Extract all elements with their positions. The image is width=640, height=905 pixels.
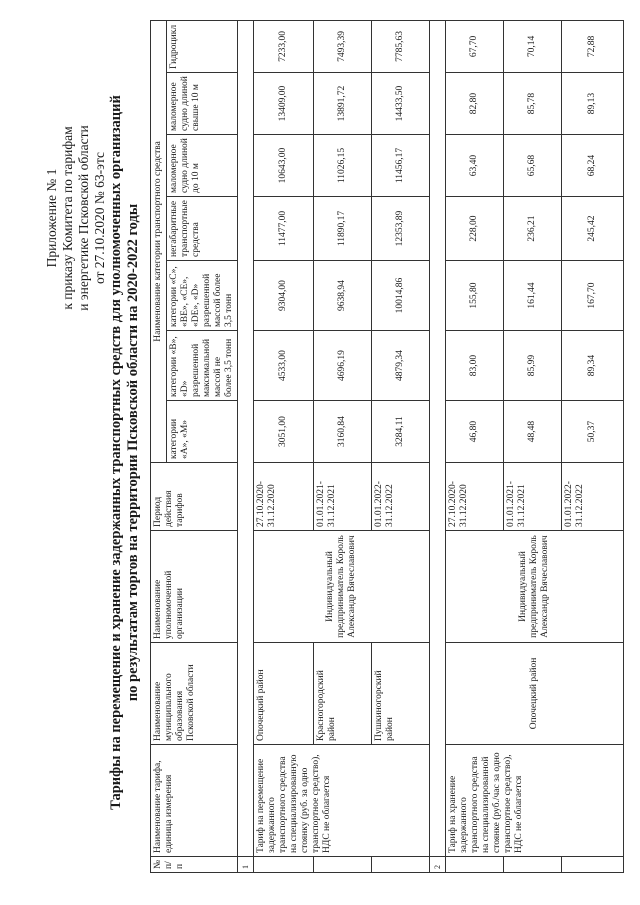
col-header-period: Период действия тарифов <box>151 463 238 531</box>
appendix-committee-line: и энергетике Псковской области <box>76 125 91 311</box>
s1r2-hovercraft: 7493,39 <box>314 20 372 72</box>
section-2-period-3: 01.01.2022-31.12.2022 <box>562 463 624 531</box>
section-1-organization: Индивидуальный предприниматель Король Александр Вячеславович <box>254 531 430 643</box>
s1r3-small-under-10: 11456,17 <box>372 135 430 197</box>
s2r1-oversize: 228,00 <box>446 197 504 261</box>
s2r3-small-under-10: 68,24 <box>562 135 624 197</box>
col-header-organization: Наименование уполномоченной организации <box>151 531 238 643</box>
section-2-tariff-name: Тариф на хранение задержанного транспортного средства на специализированной стоянке (руб./час за одно транспортное средство), НДС не облагается <box>446 745 624 857</box>
s2r3-small-over-10: 89,13 <box>562 73 624 135</box>
section-1-number: 1 <box>238 857 254 873</box>
col-header-cat-c-heavy: категории «С», «ВЕ», «СЕ», «DЕ», «D» разрешенной массой более 3,5 тонн <box>167 261 238 331</box>
section-2-organization: Индивидуальный предприниматель Король Александр Вячеславович <box>446 531 624 643</box>
s1r2-cat-c-heavy: 9638,94 <box>314 261 372 331</box>
s2r2-cat-c-heavy: 161,44 <box>504 261 562 331</box>
section-1-tariff-name: Тариф на перемещение задержанного транспортного средства на специализированную стоянку (руб. за одно транспортное средство), НДС не облагается <box>254 745 430 857</box>
section-2-number-row <box>430 20 446 872</box>
s1r3-small-over-10: 14433,50 <box>372 73 430 135</box>
s2r2-cat-am: 48,48 <box>504 401 562 463</box>
section-2-period-1: 27.10.2020-31.12.2020 <box>446 463 504 531</box>
section-2-period-2: 01.01.2021-31.12.2021 <box>504 463 562 531</box>
appendix-number: Приложение № 1 <box>44 168 59 268</box>
col-header-small-boat-over-10: маломерное судно длиной свыше 10 м <box>167 73 238 135</box>
section-2-number: 2 <box>430 857 446 873</box>
section-1-municipality-1: Опочецкий район <box>254 643 314 745</box>
col-header-cat-bd: категории «В», «D» разрешенной максимальной массой не более 3,5 тонн <box>167 331 238 401</box>
s2r1-cat-bd: 83,00 <box>446 331 504 401</box>
s1r1-hovercraft: 7233,00 <box>254 20 314 72</box>
s2r2-small-over-10: 85,78 <box>504 73 562 135</box>
table-row <box>254 20 314 872</box>
section-1-period-2: 01.01.2021-31.12.2021 <box>314 463 372 531</box>
s1r1-cat-c-heavy: 9304,00 <box>254 261 314 331</box>
s1r3-cat-c-heavy: 10014,86 <box>372 261 430 331</box>
appendix-date-line: от 27.10.2020 № 63-этс <box>92 151 107 285</box>
table-row <box>446 20 504 872</box>
section-1-municipality-2: Красногородский район <box>314 643 372 745</box>
s2r1-small-under-10: 63,40 <box>446 135 504 197</box>
s1r1-small-over-10: 13409,00 <box>254 73 314 135</box>
col-header-vehicle-category-group: Наименование категории транспортного средства <box>151 20 167 462</box>
col-header-cat-am: категории «А», «М» <box>167 401 238 463</box>
s1r1-small-under-10: 10643,00 <box>254 135 314 197</box>
section-2-municipality: Опочецкий район <box>446 643 624 745</box>
s1r3-oversize: 12353,89 <box>372 197 430 261</box>
s1r1-cat-bd: 4533,00 <box>254 331 314 401</box>
s1r2-small-over-10: 13891,72 <box>314 73 372 135</box>
col-header-small-boat-under-10: маломерное судно длиной до 10 м <box>167 135 238 197</box>
col-header-oversize: негабаритные транспортные средства <box>167 197 238 261</box>
document-title <box>108 40 142 865</box>
s2r2-oversize: 236,21 <box>504 197 562 261</box>
section-1-municipality-3: Пушкиногорский район <box>372 643 430 745</box>
s1r3-hovercraft: 7785,63 <box>372 20 430 72</box>
header-row-1 <box>151 20 167 872</box>
s1r3-cat-bd: 4879,34 <box>372 331 430 401</box>
s2r3-hovercraft: 72,88 <box>562 20 624 72</box>
s2r3-oversize: 245,42 <box>562 197 624 261</box>
s2r1-cat-c-heavy: 155,80 <box>446 261 504 331</box>
s1r2-cat-bd: 4696,19 <box>314 331 372 401</box>
s2r3-cat-am: 50,37 <box>562 401 624 463</box>
col-header-tariff-name: Наименование тарифа, единица измерения <box>151 745 238 857</box>
s1r1-cat-am: 3051,00 <box>254 401 314 463</box>
section-1-number-row <box>238 20 254 872</box>
s1r2-small-under-10: 11026,15 <box>314 135 372 197</box>
tariff-table <box>150 20 624 873</box>
section-1-period-1: 27.10.2020-31.12.2020 <box>254 463 314 531</box>
s2r2-small-under-10: 65,68 <box>504 135 562 197</box>
s2r3-cat-bd: 89,34 <box>562 331 624 401</box>
s2r1-cat-am: 46,80 <box>446 401 504 463</box>
s1r1-oversize: 11477,00 <box>254 197 314 261</box>
s1r3-cat-am: 3284,11 <box>372 401 430 463</box>
s2r1-small-over-10: 82,80 <box>446 73 504 135</box>
appendix-block <box>44 48 108 388</box>
col-header-municipality: Наименование муниципального образования Псковской области <box>151 643 238 745</box>
col-header-no: № п/п <box>151 857 238 873</box>
appendix-order-line: к приказу Комитета по тарифам <box>60 126 75 310</box>
s1r2-cat-am: 3160,84 <box>314 401 372 463</box>
s2r2-hovercraft: 70,14 <box>504 20 562 72</box>
s2r1-hovercraft: 67,70 <box>446 20 504 72</box>
section-1-period-3: 01.01.2022-31.12.2022 <box>372 463 430 531</box>
title-line-2: по результатам торгов на территории Псковской области на 2020-2022 годы <box>125 203 141 702</box>
col-header-hovercraft: Гидроцикл <box>167 20 238 72</box>
s2r2-cat-bd: 85,99 <box>504 331 562 401</box>
s1r2-oversize: 11890,17 <box>314 197 372 261</box>
s2r3-cat-c-heavy: 167,70 <box>562 261 624 331</box>
title-line-1: Тарифы на перемещение и хранение задержанных транспортных средств для уполномоченных организаций <box>108 95 124 810</box>
